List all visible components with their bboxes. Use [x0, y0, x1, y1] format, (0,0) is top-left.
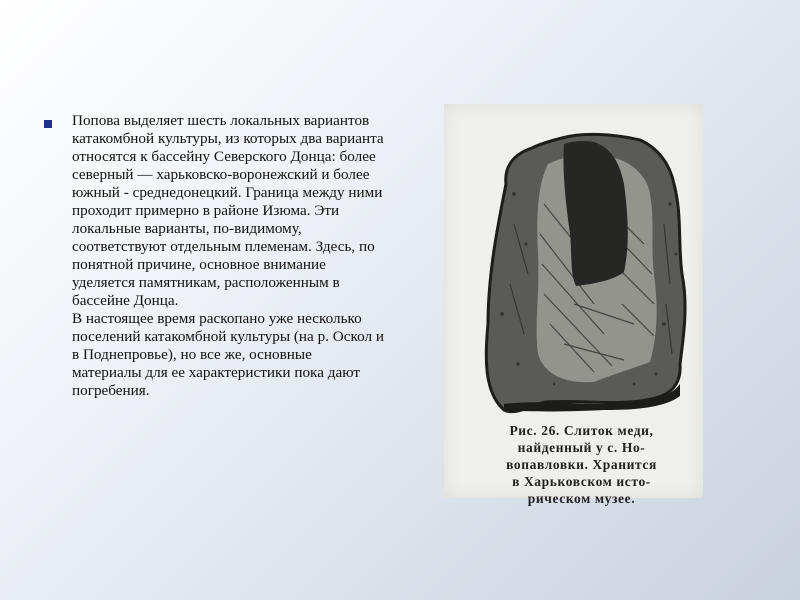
- figure-caption: [474, 422, 689, 507]
- bullet-text: [72, 112, 384, 400]
- caption-line: найденный у с. Но-: [517, 440, 646, 455]
- figure-copper-ingot: [444, 104, 703, 506]
- caption-line: вопавловки. Хранится: [506, 457, 657, 472]
- paragraph-2: В настоящее время раскопано уже несколько поселений катакомбной культуры (на р. Оскол и в Поднепровье), но все же, основные материалы для ее характеристики пока дают погребения.: [72, 310, 384, 399]
- caption-line: Рис. 26. Слиток меди,: [509, 423, 654, 438]
- paragraph-1: Попова выделяет шесть локальных вариантов катакомбной культуры, из которых два варианта относятся к бассейну Северского Донца: более северный — харьковско-воронежский и более южный - среднедонецкий. Граница между ними проходит примерно в районе Изюма. Эти локальные варианты, по-видимому, соответствуют отдельным племенам. Здесь, по понятной причине, основное внимание уделяется памятникам, расположенным в бассейне Донца.: [72, 112, 384, 309]
- bullet-square-icon: [44, 120, 52, 128]
- bullet-item: [44, 112, 384, 400]
- caption-line: в Харьковском исто-: [512, 474, 651, 489]
- caption-line: рическом музее.: [527, 491, 636, 506]
